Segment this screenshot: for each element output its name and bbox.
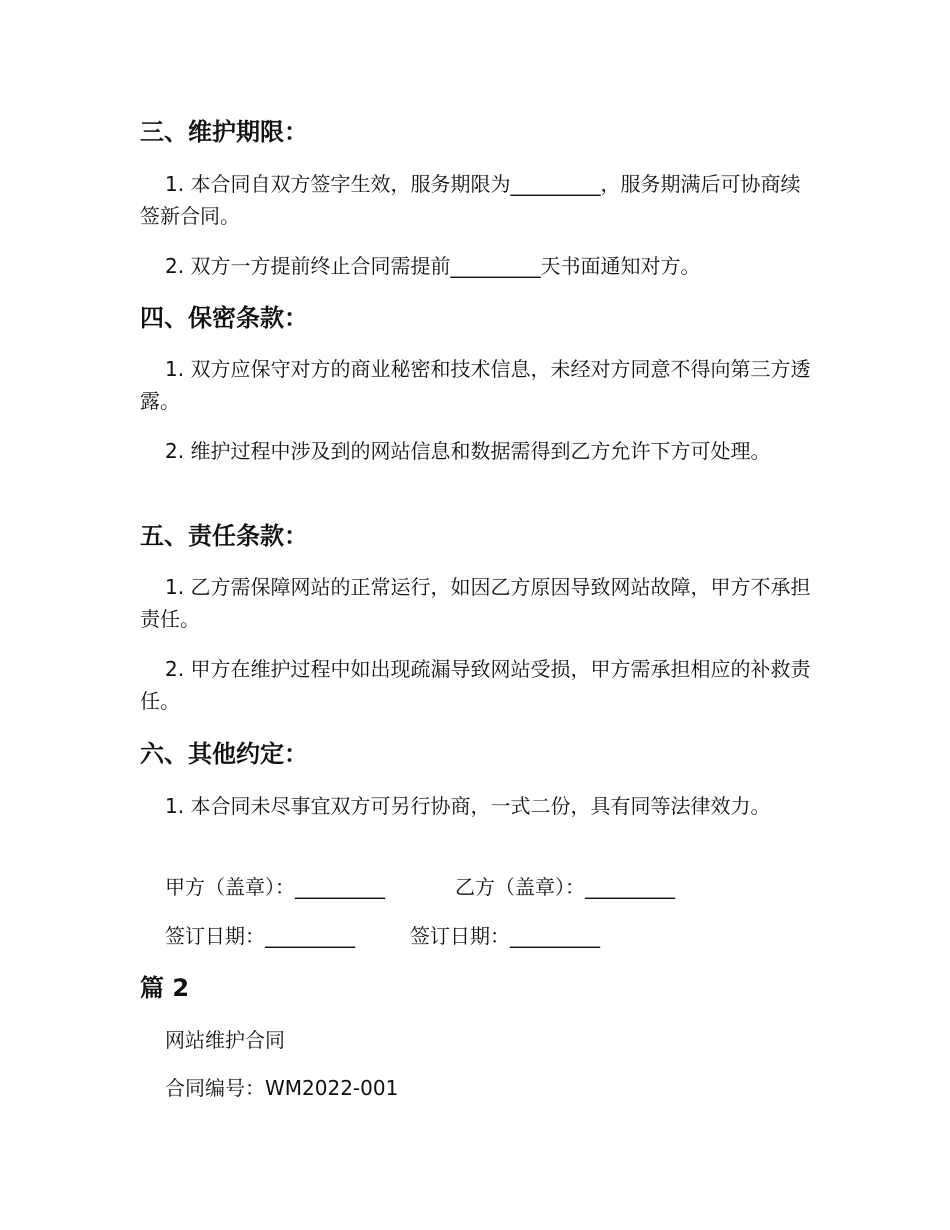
party-b-seal-line: 乙方（盖章）：_________ (455, 875, 675, 899)
party-a-seal-line: 甲方（盖章）：_________ (165, 875, 385, 899)
clause-other-1: 1. 本合同未尽事宜双方可另行协商，一式二份，具有同等法律效力。 (165, 794, 771, 818)
contract-title: 网站维护合同 (165, 1028, 285, 1052)
section-heading-liability: 五、责任条款： (140, 522, 308, 550)
clause-confidentiality-1: 1. 双方应保守对方的商业秘密和技术信息，未经对方同意不得向第三方透露。 (140, 357, 811, 413)
clause-term-2: 2. 双方一方提前终止合同需提前_________天书面通知对方。 (165, 254, 701, 278)
signing-date-b-line: 签订日期：_________ (410, 924, 600, 948)
clause-term-1: 1. 本合同自双方签字生效，服务期限为_________，服务期满后可协商续签新合同。 (140, 172, 801, 228)
clause-liability-1: 1. 乙方需保障网站的正常运行，如因乙方原因导致网站故障，甲方不承担责任。 (140, 575, 811, 631)
section-heading-confidentiality: 四、保密条款： (140, 304, 308, 332)
clause-confidentiality-2: 2. 维护过程中涉及到的网站信息和数据需得到乙方允许下方可处理。 (165, 439, 771, 463)
part-heading: 篇 2 (140, 974, 190, 1002)
clause-liability-2: 2. 甲方在维护过程中如出现疏漏导致网站受损，甲方需承担相应的补救责任。 (140, 657, 811, 713)
contract-number: 合同编号：WM2022-001 (165, 1076, 399, 1100)
section-heading-term: 三、维护期限： (140, 118, 308, 146)
section-heading-other: 六、其他约定： (140, 740, 308, 768)
signing-date-a-line: 签订日期：_________ (165, 924, 355, 948)
